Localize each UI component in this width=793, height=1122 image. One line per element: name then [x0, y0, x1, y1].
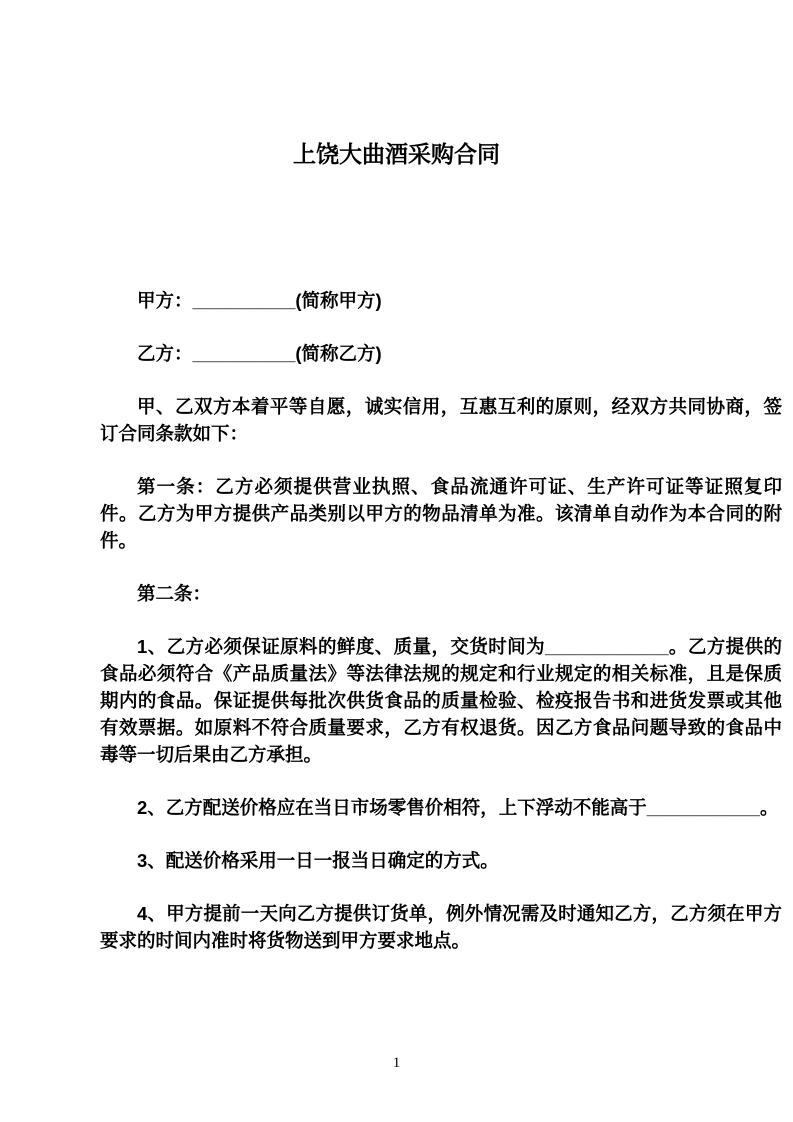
- page-number: 1: [392, 1055, 401, 1071]
- document-title: 上饶大曲酒采购合同: [293, 141, 500, 167]
- document-body: [100, 287, 782, 980]
- article-2-clause-4: 4、甲方提前一天向乙方提供订货单，例外情况需及时通知乙方，乙方须在甲方要求的时间内准时将货物送到甲方要求地点。: [100, 903, 782, 951]
- party-b-line: 乙方：__________(简称乙方): [137, 343, 382, 364]
- article-2-clause-1: 1、乙方必须保证原料的鲜度、质量，交货时间为____________。乙方提供的食品必须符合《产品质量法》等法律法规的规定和行业规定的相关标准，且是保质期内的食品。保证提供每批次供货食品的质量检验、检疫报告书和进货发票或其他有效票据。如原料不符合质量要求，乙方有权退货。因乙方食品问题导致的食品中毒等一切后果由乙方承担。: [100, 636, 782, 765]
- article-2-clause-3: 3、配送价格采用一日一报当日确定的方式。: [137, 850, 499, 871]
- article-2-heading: 第二条：: [137, 583, 212, 604]
- party-a-line: 甲方：__________(简称甲方): [137, 290, 382, 311]
- article-2-clause-2: 2、乙方配送价格应在当日市场零售价相符，上下浮动不能高于___________。: [137, 797, 779, 818]
- preamble-paragraph: 甲、乙双方本着平等自愿，诚实信用，互惠互利的原则，经双方共同协商，签订合同条款如下：: [100, 396, 782, 444]
- article-1-paragraph: 第一条：乙方必须提供营业执照、食品流通许可证、生产许可证等证照复印件。乙方为甲方提供产品类别以甲方的物品清单为准。该清单自动作为本合同的附件。: [100, 476, 782, 551]
